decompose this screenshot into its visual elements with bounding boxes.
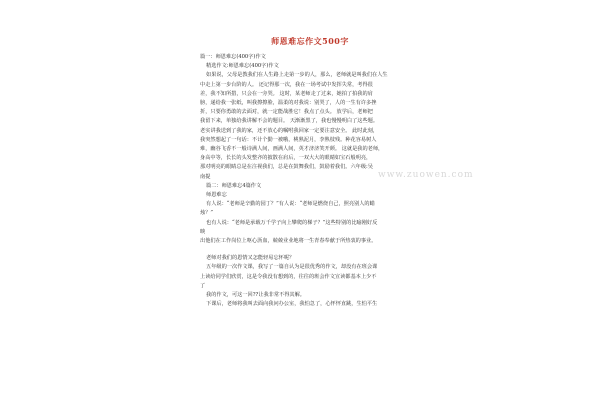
subtitle: 师恩难忘 (206, 192, 227, 199)
paragraph-line: 我留下来，单独给我讲解不会的题目。 天渐渐黑了，我也慢慢明白了这些题。 (200, 118, 379, 125)
subtitle: 精选作文:师恩难忘(400字)作文 (206, 63, 279, 70)
paragraph-line: 出他们在工作岗位上呕心沥血，兢兢业业地将一生青春奉献于所热衷的事业。 (200, 238, 377, 245)
paragraph-line: 南提 (200, 173, 211, 180)
paragraph-line: 下课后，老师将我叫去面向我问办公室，我怕急了，心怦怦直跳，生怕平生 (206, 301, 378, 308)
paragraph-line: 如果说，父母是教我们在人生路上走第一步的人，那么，老师就是叫我们在人生 (206, 72, 388, 79)
paragraph-line: 了 (200, 282, 206, 289)
paragraph-line: 有人说：“老师是辛勤的园丁？”有人说：“老师是燃烧自己，照亮别人的蜡 (206, 201, 375, 208)
paragraph-line: 老师对我们的恩情又怎能轻易忘怀呢？ (206, 255, 295, 262)
section-heading: 篇二：师恩难忘4篇作文 (206, 182, 262, 189)
paragraph-line: 五年级的一次作文课，我写了一篇自认为是很优秀的作文，却没有在班会课 (206, 264, 378, 271)
paragraph-line: 那对明亮的眼睛总是在注视我们，总是在鼓舞我们，鼓励着我们。六年级:吴 (200, 164, 373, 171)
paragraph-line: 难，幽谷飞香不一般诗满人间，画满人间，英才济济笑开颜。 这就是我的老师， (200, 146, 384, 153)
paragraph-line: 折，只要你勇敢的去面对，就一定能战胜它！我点了点头。 放学后，老师把 (200, 109, 373, 116)
paragraph-line: 我突然想起了一句话：不计个勤一被哦，桃熟泥月，李熟枝残。种花容易树人 (200, 136, 377, 143)
section-heading: 篇一：师恩难忘(400字)作文 (200, 54, 266, 60)
paragraph-line: 我的作文，可这一回??让我非常不得其解。 (206, 292, 305, 299)
watermark: www.zuowen.com (378, 170, 474, 180)
paragraph-gap (200, 246, 420, 254)
paragraph-line: 身高中等，长长的头发整齐的披散在肩后，一双大大的眼睛如宝石般明亮， (200, 155, 372, 162)
paragraph-line: 上读给同学们欣赏，这是令我没有想到的，往往的班会作文宣读都基本上少不 (200, 273, 377, 280)
paragraph-line: 老实讲我送到了我的家，还不放心的嘱咐我回家一定要注意安全。 此时此刻， (200, 127, 379, 134)
paragraph-line: 烛？” (200, 210, 214, 217)
paragraph-line: 映 (200, 228, 206, 235)
paragraph-line: 差，我不知所措，只会在一旁哭。 这时，某老师走了过来，她拍了拍我的肩 (200, 90, 373, 97)
paragraph-line: 膀，递给我一张纸，叫我擦擦脸，温柔的对我说：别哭了，人的一生有许多挫 (200, 100, 377, 107)
paragraph-line: 中走上第一步台阶的人。 还记得那一次，我在一场考试中发挥失常，考得很 (200, 81, 373, 88)
document-title: 师恩难忘作文500字 (271, 36, 349, 46)
paragraph-line: 也有人说：“老师是承载万千学子向上攀爬的梯子？”这些特别的比喻刚好反 (206, 219, 378, 226)
